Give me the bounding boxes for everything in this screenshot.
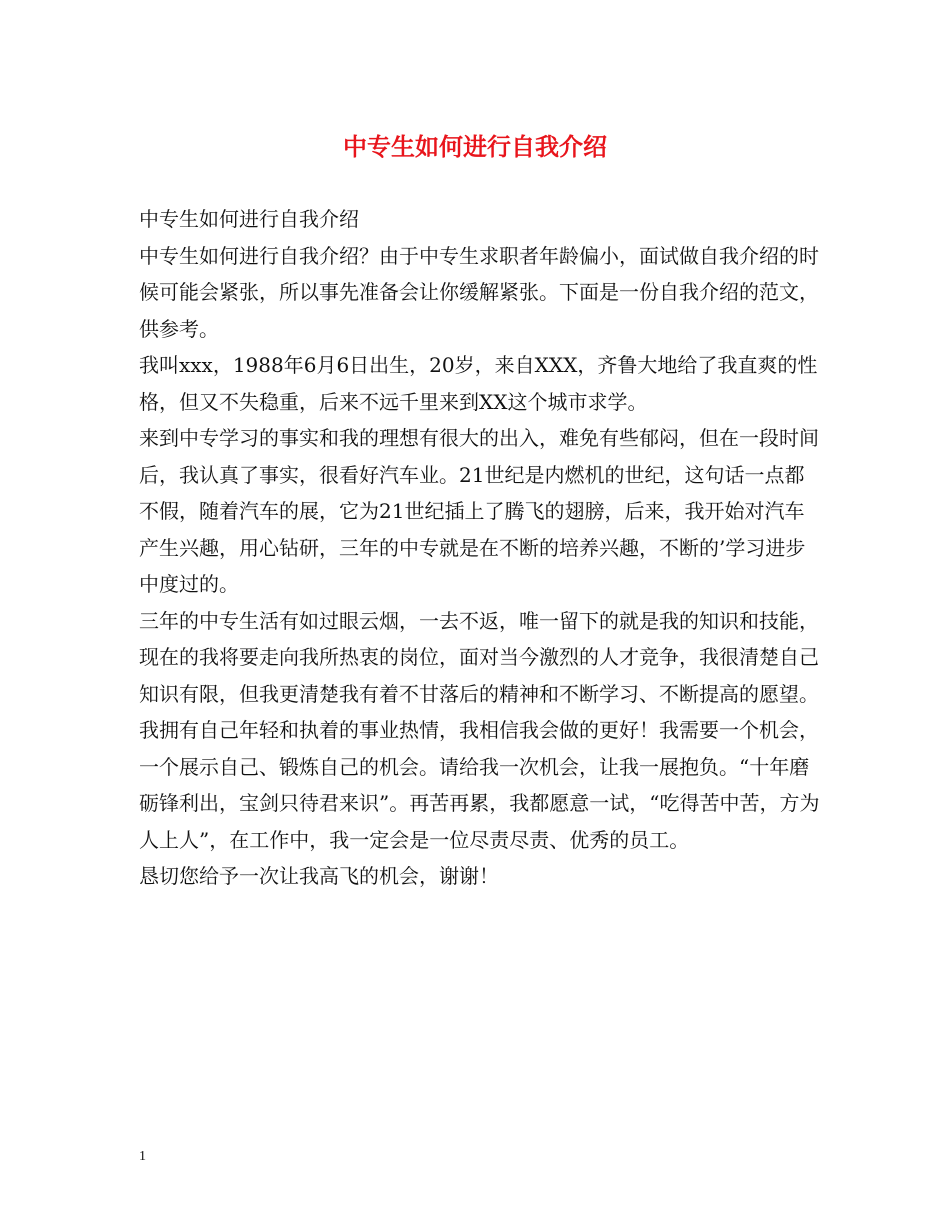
document-title: 中专生如何进行自我介绍 bbox=[343, 132, 607, 161]
paragraph-heading: 中专生如何进行自我介绍 bbox=[139, 207, 359, 231]
paragraph-background: 我叫xxx，1988年6月6日出生，20岁，来自XXX，齐鲁大地给了我直爽的性格，但又不失稳重，后来不远千里来到XX这个城市求学。 bbox=[139, 353, 818, 414]
paragraph-intro: 中专生如何进行自我介绍？由于中专生求职者年龄偏小，面试做自我介绍的时候可能会紧张，所以事先准备会让你缓解紧张。下面是一份自我介绍的范文，供参考。 bbox=[139, 243, 819, 341]
paragraph-study: 来到中专学习的事实和我的理想有很大的出入，难免有些郁闷，但在一段时间后，我认真了事实，很看好汽车业。21世纪是内燃机的世纪，这句话一点都不假，随着汽车的展，它为21世纪插上了腾飞的翅膀，后来，我开始对汽车产生兴趣，用心钻研，三年的中专就是在不断的培养兴趣，不断的’学习进步中度过的。 bbox=[139, 426, 819, 596]
page-number: 1 bbox=[139, 1149, 146, 1164]
document-body bbox=[139, 201, 821, 895]
paragraph-closing: 恳切您给予一次让我高飞的机会，谢谢！ bbox=[139, 864, 499, 888]
paragraph-aspiration: 三年的中专生活有如过眼云烟，一去不返，唯一留下的就是我的知识和技能，现在的我将要走向我所热衷的岗位，面对当今激烈的人才竞争，我很清楚自己知识有限，但我更清楚我有着不甘落后的精神和不断学习、不断提高的愿望。我拥有自己年轻和执着的事业热情，我相信我会做的更好！我需要一个机会，一个展示自己、锻炼自己的机会。请给我一次机会，让我一展抱负。“十年磨砺锋利出，宝剑只待君来识”。再苦再累，我都愿意一试，“吃得苦中苦，方为人上人”，在工作中，我一定会是一位尽责尽责、优秀的员工。 bbox=[139, 608, 820, 852]
